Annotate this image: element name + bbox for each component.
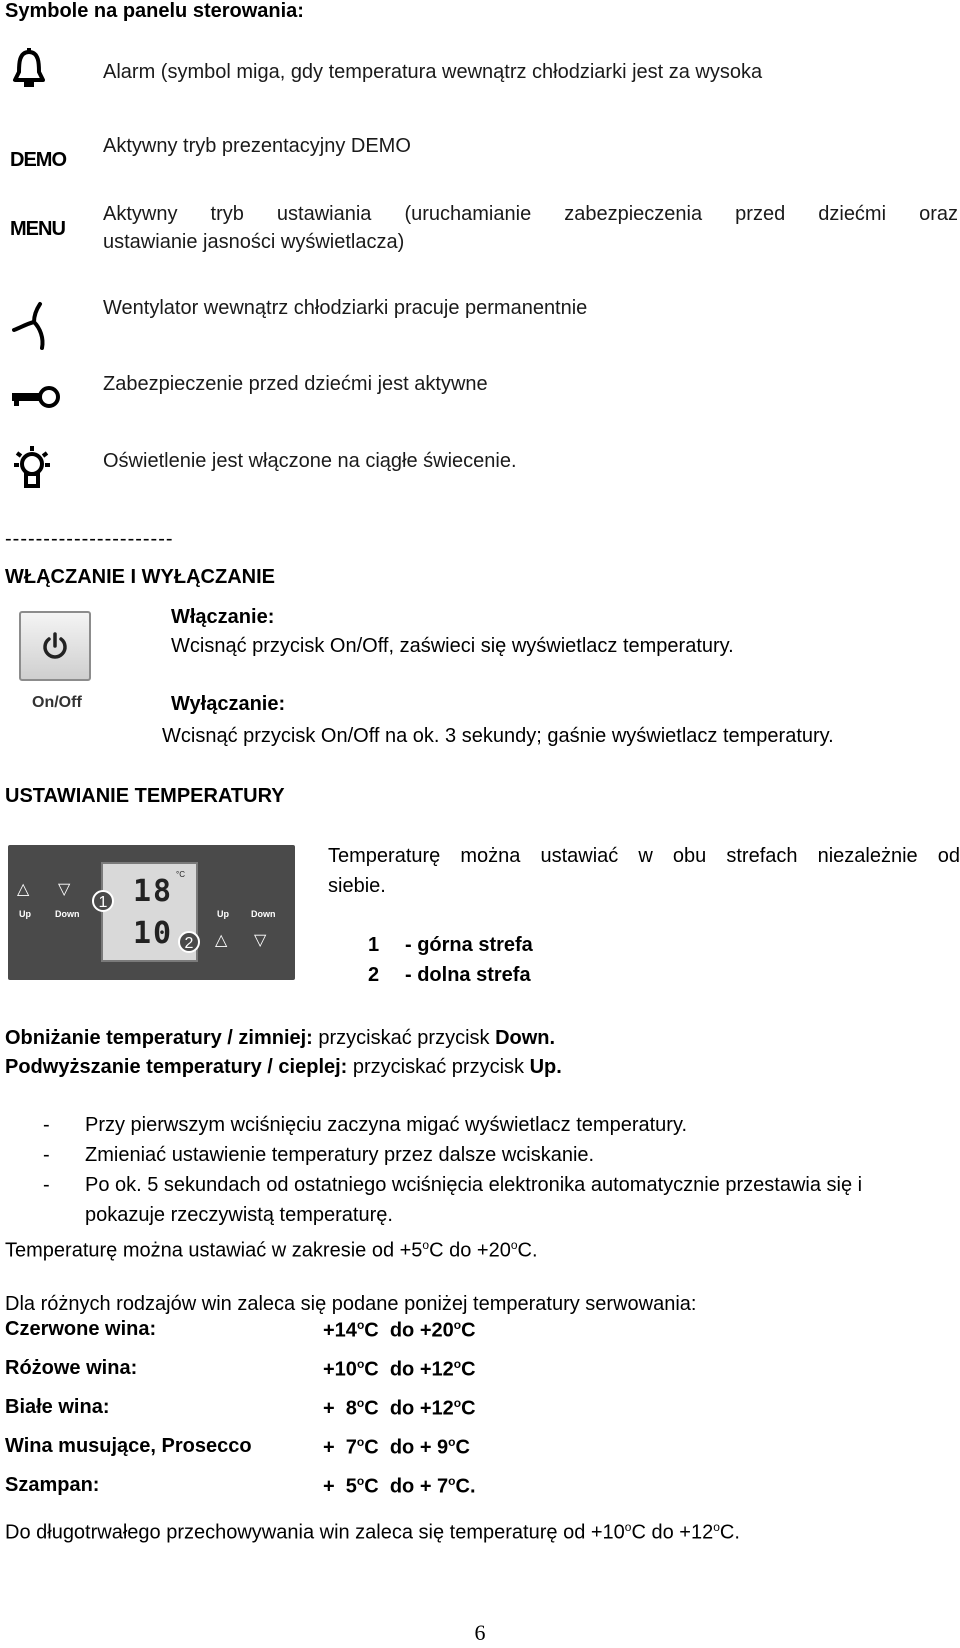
onoff-button-label: On/Off <box>32 694 82 711</box>
divider: ---------------------- <box>5 528 174 550</box>
wine-row: Szampan: + 5$^o$C do + $7^oC$. <box>5 1474 476 1498</box>
list-item-continuation: pokazuje rzeczywistą temperaturę. <box>85 1204 393 1226</box>
wine-row: Różowe wina: $+10^oC$ do $+12^oC$ <box>5 1357 476 1381</box>
temp-heading: USTAWIANIE TEMPERATURY <box>5 785 285 807</box>
wine-row: Wina musujące, Prosecco + 7$^o$C do + $9^oC$ <box>5 1435 470 1459</box>
fan-icon <box>10 298 56 352</box>
list-item: - Zmieniać ustawienie temperatury przez dalsze wciskanie. <box>43 1144 595 1166</box>
power-icon <box>40 631 70 661</box>
page-number: 6 <box>474 1620 486 1645</box>
control-panel-image <box>8 845 295 980</box>
down-arrow-icon-left: ▽ <box>58 881 71 898</box>
on-title: Włączanie: <box>171 606 275 628</box>
light-description: Oświetlenie jest włączone na ciągłe świecenie. <box>103 450 517 472</box>
temp-intro-line1: Temperaturę można ustawiać w obu strefach niezależnie od <box>328 845 960 867</box>
child-lock-description: Zabezpieczenie przed dziećmi jest aktywne <box>103 373 488 395</box>
key-icon <box>10 384 60 410</box>
fan-description: Wentylator wewnątrz chłodziarki pracuje permanentnie <box>103 297 588 319</box>
demo-label-icon: DEMO <box>10 149 66 171</box>
storage-recommendation: Do długotrwałego przechowywania win zaleca się temperaturę od $+10^oC$ do $+12^oC$. <box>5 1520 740 1544</box>
menu-description-line1: Aktywny tryb ustawiania (uruchamianie zabezpieczenia przed dziećmi oraz <box>103 203 958 225</box>
on-text: Wcisnąć przycisk On/Off, zaświeci się wyświetlacz temperatury. <box>171 635 734 657</box>
off-title: Wyłączanie: <box>171 693 286 715</box>
zone-marker-2: 2 <box>178 931 200 953</box>
onoff-button[interactable] <box>19 611 91 681</box>
zone2-text: - dolna strefa <box>405 964 531 986</box>
up-label-left: Up <box>19 909 31 919</box>
onoff-heading: WŁĄCZANIE I WYŁĄCZANIE <box>5 566 275 588</box>
down-label-left: Down <box>55 909 80 919</box>
demo-description: Aktywny tryb prezentacyjny DEMO <box>103 135 411 157</box>
lower-zone-value: 10 <box>133 916 174 951</box>
page-heading: Symbole na panelu sterowania: <box>5 0 304 22</box>
list-item: - Po ok. 5 sekundach od ostatniego wciśnięcia elektronika automatycznie przestawia się i <box>43 1174 863 1196</box>
off-text: Wcisnąć przycisk On/Off na ok. 3 sekundy; gaśnie wyświetlacz temperatury. <box>162 725 834 747</box>
zone2-number: 2 <box>368 964 380 986</box>
up-arrow-icon-left: △ <box>17 881 30 898</box>
zone-marker-1: 1 <box>92 890 114 912</box>
zone1-number: 1 <box>368 934 380 956</box>
up-label-right: Up <box>217 909 229 919</box>
alarm-description: Alarm (symbol miga, gdy temperatura wewnątrz chłodziarki jest za wysoka <box>103 61 763 83</box>
zone1-text: - górna strefa <box>405 934 533 956</box>
down-label-right: Down <box>251 909 276 919</box>
wines-intro: Dla różnych rodzajów win zaleca się podane poniżej temperatury serwowania: <box>5 1293 697 1315</box>
light-icon <box>12 444 52 490</box>
lower-temp-instruction: Obniżanie temperatury / zimniej: przyciskać przycisk Down. <box>5 1027 556 1049</box>
list-item: - Przy pierwszym wciśnięciu zaczyna migać wyświetlacz temperatury. <box>43 1114 688 1136</box>
raise-temp-instruction: Podwyższanie temperatury / cieplej: przyciskać przycisk Up. <box>5 1056 562 1078</box>
down-arrow-icon-right: ▽ <box>254 932 267 949</box>
up-arrow-icon-right: △ <box>215 932 228 949</box>
wine-row: Białe wina: + 8$^o$C do $+12^oC$ <box>5 1396 476 1420</box>
temp-intro-line2: siebie. <box>328 875 386 897</box>
menu-description-line2: ustawianie jasności wyświetlacza) <box>103 231 405 253</box>
bell-icon <box>12 46 46 92</box>
unit-label: °C <box>176 870 185 879</box>
temp-range-text: Temperaturę można ustawiać w zakresie od $+5^oC$ do $+20^oC$. <box>5 1238 538 1262</box>
wine-row: Czerwone wina: $+14^oC$ do $+20^oC$ <box>5 1318 476 1342</box>
menu-label-icon: MENU <box>10 218 65 240</box>
upper-zone-value: 18 <box>133 874 174 909</box>
